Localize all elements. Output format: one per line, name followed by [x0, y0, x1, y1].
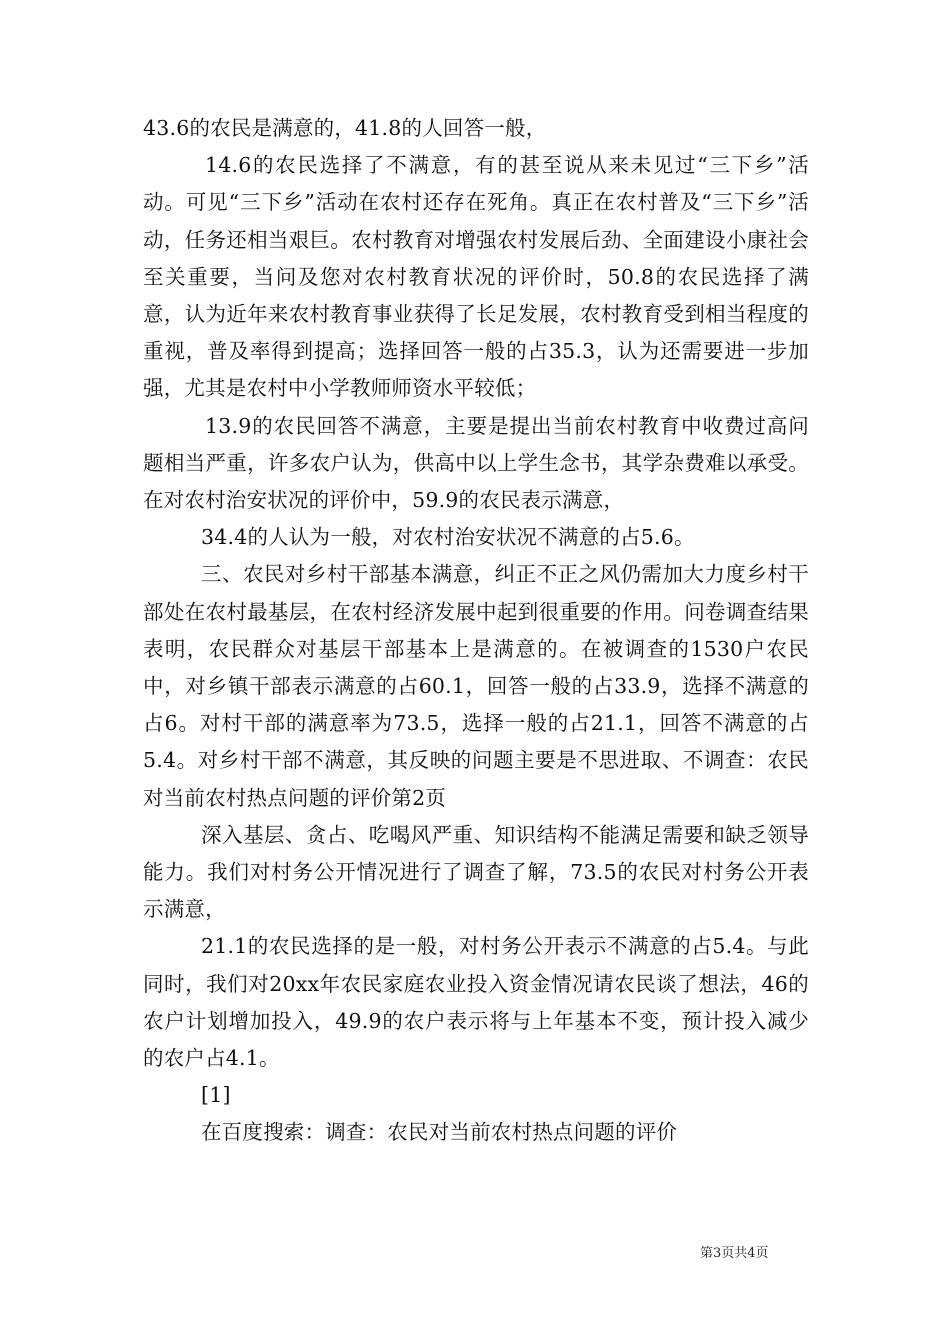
paragraph-3: 13.9的农民回答不满意，主要是提出当前农村教育中收费过高问题相当严重，许多农户认为，供高中以上学生念书，其学杂费难以承受。在对农村治安状况的评价中，59.9的农民表示满意，	[143, 413, 809, 513]
paragraph-1: 43.6的农民是满意的，41.8的人回答一般，	[143, 116, 547, 140]
page-number: 第3页共4页	[700, 1246, 769, 1261]
search-hint: 在百度搜索：调查：农民对当前农村热点问题的评价	[201, 1120, 678, 1145]
document-body	[143, 110, 809, 1152]
paragraph-4: 34.4的人认为一般，对农村治安状况不满意的占5.6。	[201, 525, 695, 550]
paragraph-5: 三、农民对乡村干部基本满意，纠正不正之风仍需加大力度乡村干部处在农村最基层，在农村经济发展中起到很重要的作用。问卷调查结果表明，农民群众对基层干部基本上是满意的。在被调查的1530户农民中，对乡镇干部表示满意的占60.1，回答一般的占33.9，选择不满意的占6。对村干部的满意率为73.5，选择一般的占21.1，回答不满意的占5.4。对乡村干部不满意，其反映的问题主要是不思进取、不调查：农民对当前农村热点问题的评价第2页	[143, 562, 809, 810]
paragraph-2: 14.6的农民选择了不满意，有的甚至说从来未见过“三下乡”活动。可见“三下乡”活动在农村还存在死角。真正在农村普及“三下乡”活动，任务还相当艰巨。农村教育对增强农村发展后劲、全面建设小康社会至关重要，当问及您对农村教育状况的评价时，50.8的农民选择了满意，认为近年来农村教育事业获得了长足发展，农村教育受到相当程度的重视，普及率得到提高；选择回答一般的占35.3，认为还需要进一步加强，尤其是农村中小学教师师资水平较低；	[143, 153, 809, 401]
paragraph-7: 21.1的农民选择的是一般，对村务公开表示不满意的占5.4。与此同时，我们对20xx年农民家庭农业投入资金情况请农民谈了想法，46的农户计划增加投入，49.9的农户表示将与上年基本不变，预计投入减少的农户占4.1。	[143, 934, 809, 1071]
paragraph-6: 深入基层、贪占、吃喝风严重、知识结构不能满足需要和缺乏领导能力。我们对村务公开情况进行了调查了解，73.5的农民对村务公开表示满意，	[143, 822, 809, 922]
footnote-marker: [1]	[201, 1083, 231, 1108]
